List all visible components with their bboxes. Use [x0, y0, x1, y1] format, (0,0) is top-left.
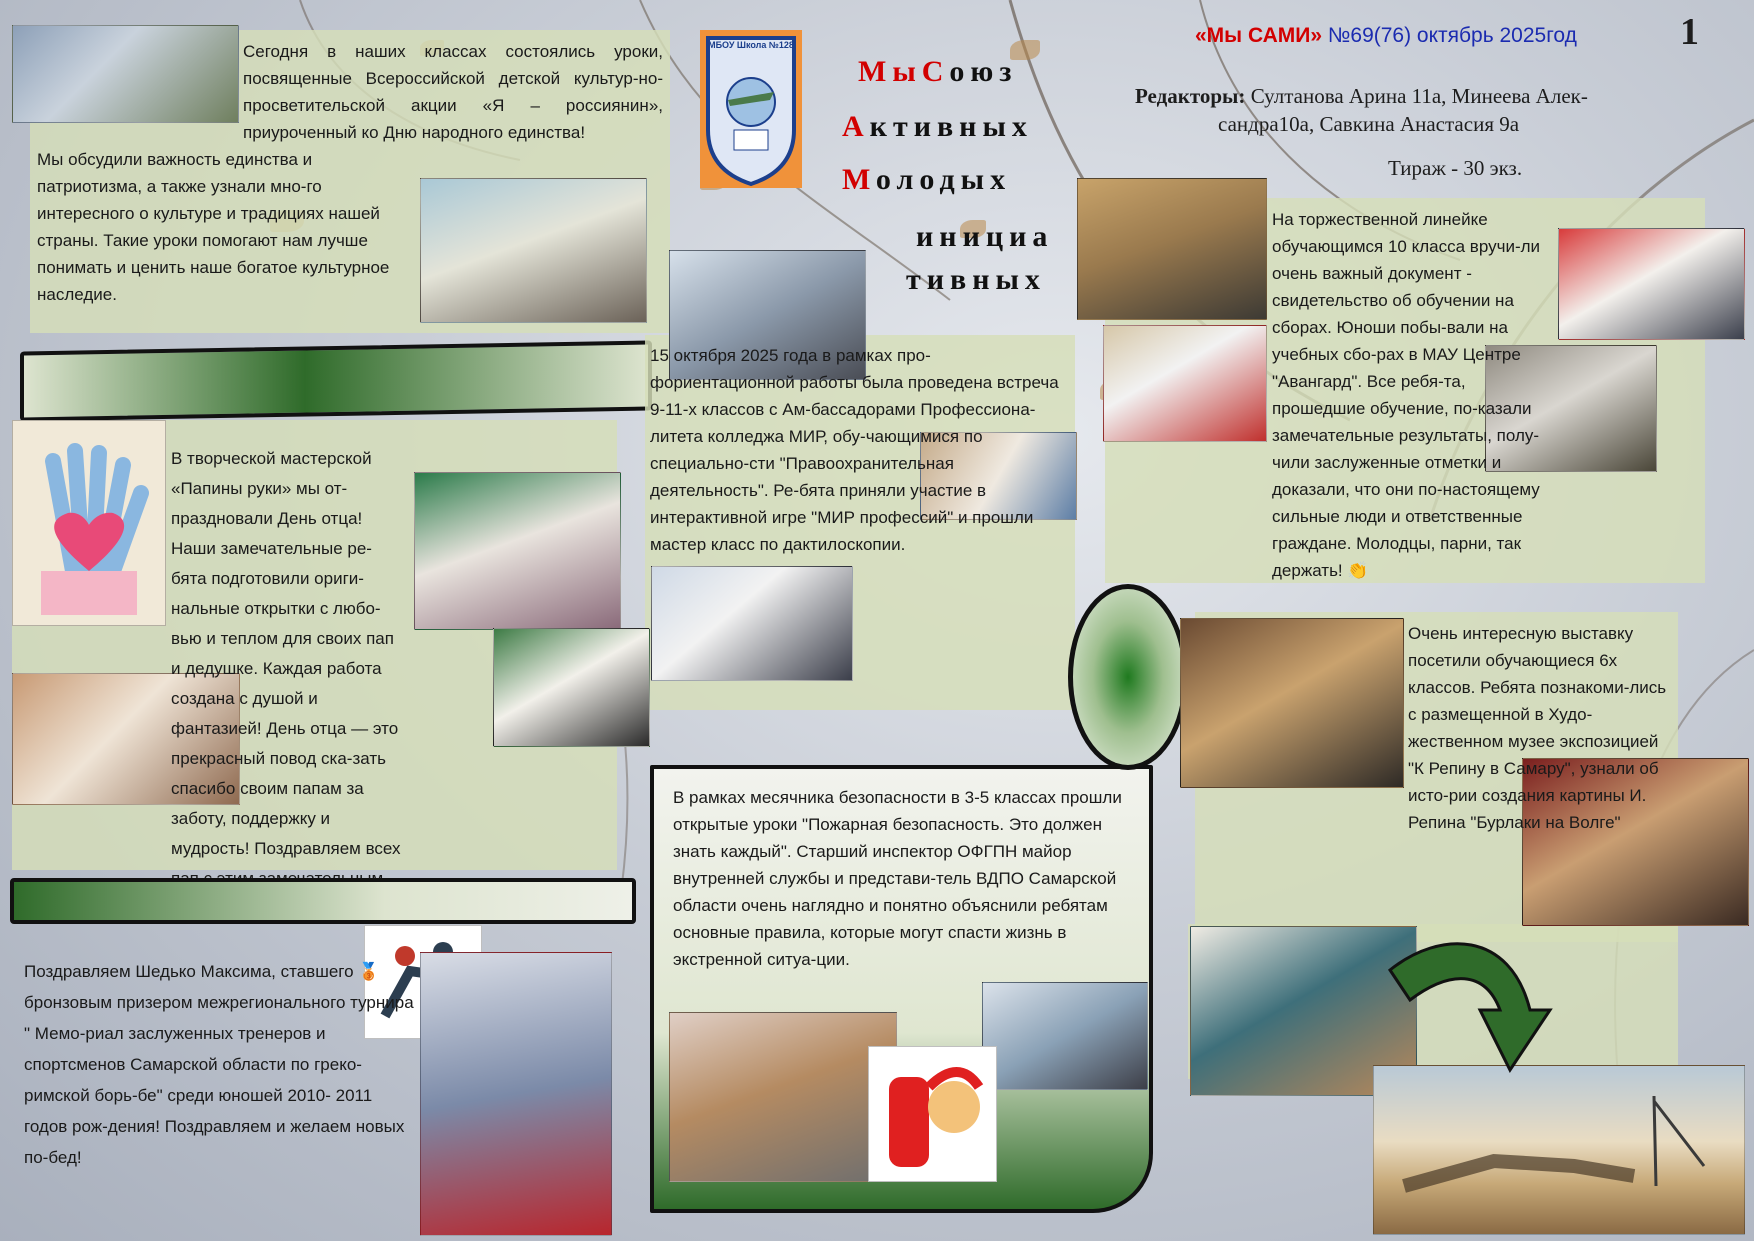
school-logo: [700, 30, 802, 188]
masthead-m: М: [842, 163, 876, 196]
military-photo-forest: [1077, 178, 1267, 320]
masthead-aktivnyh: ктивных: [869, 110, 1033, 143]
museum-photo-gallery: [1180, 618, 1404, 788]
father-photo-card: [12, 420, 166, 626]
masthead-s: С: [921, 55, 950, 88]
page-number: 1: [1680, 11, 1699, 53]
safety-photo-extinguisher-clipart: [868, 1046, 997, 1182]
unity-text-1: Сегодня в наших классах состоялись уроки, посвященные Всероссийской детской культур-но-просветительской акции «Я – россиянин», приуроченный ко Дню народного единства!: [243, 42, 663, 142]
curved-arrow-icon: [1380, 930, 1560, 1090]
wrestling-text: Поздравляем Шедько Максима, ставшего 🥉 бронзовым призером межрегионального турнира " Мемо-риал заслуженных тренеров и спортсменов Самарской области по греко-римской борь-бе" среди юношей 2010- 2011 годов рож-дения! Поздравляем и желаем новых по-бед!: [24, 962, 414, 1167]
museum-photo-burlaki: [1373, 1065, 1745, 1235]
career-photo-group: [651, 566, 853, 681]
decorative-oval: [1068, 584, 1188, 770]
unity-photo-lesson: [420, 178, 647, 323]
unity-text-2: Мы обсудили важность единства и патриотизма, а также узнали мно-го интересного о культуре и традициях нашей страны. Такие уроки помогают нам лучше понимать и ценить наше богатое культурное наследие.: [37, 150, 390, 304]
editors-line2: сандра10а, Савкина Анастасия 9а: [1218, 112, 1520, 136]
father-photo-class: [414, 472, 621, 630]
father-photo-girls: [493, 628, 650, 747]
masthead-molodyh: олодых: [875, 163, 1012, 196]
safety-text: В рамках месячника безопасности в 3-5 классах прошли открытые уроки "Пожарная безопасность. Это должен знать каждый". Старший инспектор ОФГПН майор внутренней службы и представи-тель ВДПО Самарской области очень наглядно и понятно объяснили ребятам основные правила, которые могут спасти жизнь в экстренной ситуа-ции.: [673, 788, 1122, 969]
divider-banner-1: [20, 340, 652, 421]
issue-info: №69(76) октябрь 2025год: [1327, 24, 1577, 47]
editors-label: Редакторы:: [1135, 84, 1246, 108]
museum-text: Очень интересную выставку посетили обучающиеся 6х классов. Ребята познакоми-лись с размещенной в Худо-жественном музее экспозицией "К Репину в Самару", узнали об исто-рии создания картины И. Репина "Бурлаки на Волге": [1408, 624, 1667, 832]
masthead-tivnyh: тивных: [906, 263, 1046, 296]
military-text-body: На торжественной линейке обучающимся 10 класса вручи-ли очень важный документ - свидетельство об обучении на сборах. Юноши побы-вали на учебных сбо-рах в МАУ Центре "Авангард". Все ребя-та, прошедшие обучение, по-казали замечательные результаты, полу-чили заслуженные отметки и доказали, что они по-настоящему сильные люди и ответственные граждане. Молодцы, парни, так держать!: [1272, 210, 1541, 580]
career-text: 15 октября 2025 года в рамках про-фориентационной работы была проведена встреча 9-11-х классов с Ам-бассадорами Профессиона-литета колледжа МИР, обу-чающимися по специально-сти "Правоохранительная деятельность". Ре-бята приняли участие в интерактивной игре "МИР профессий" и прошли мастер класс по дактилоскопии.: [650, 346, 1059, 554]
safety-photo-audience: [982, 982, 1148, 1090]
editors-line1: Султанова Арина 11а, Минеева Алек-: [1250, 84, 1588, 108]
wrestling-photo-podium: [420, 952, 612, 1236]
divider-banner-2: [10, 878, 636, 924]
military-photo-ceremony: [1558, 228, 1745, 340]
masthead-a: А: [842, 110, 870, 143]
logo-text: МБОУ Школа №128: [708, 40, 794, 50]
newspaper-brand: «Мы САМИ»: [1195, 24, 1323, 47]
safety-photo-firefighters: [669, 1012, 897, 1182]
unity-photo-classroom: [12, 25, 239, 123]
clap-emoji: 👏: [1347, 561, 1369, 580]
masthead-initsia: инициа: [916, 220, 1054, 253]
military-text: [1272, 206, 1552, 584]
masthead-my: Мы: [858, 55, 922, 88]
masthead-soyuz: оюз: [949, 55, 1018, 88]
circulation: Тираж - 30 экз.: [1388, 156, 1523, 180]
military-photo-hall: [1103, 325, 1267, 442]
father-text: В творческой мастерской «Папины руки» мы от-праздновали День отца! Наши замечательные ре-бята подготовили ориги-нальные открытки с любо-вью и теплом для своих пап и дедушке. Каждая работа создана с душой и фантазией! День отца — это прекрасный повод ска-зать спасибо своим папам за заботу, поддержку и мудрость! Поздравляем всех: [171, 449, 401, 858]
